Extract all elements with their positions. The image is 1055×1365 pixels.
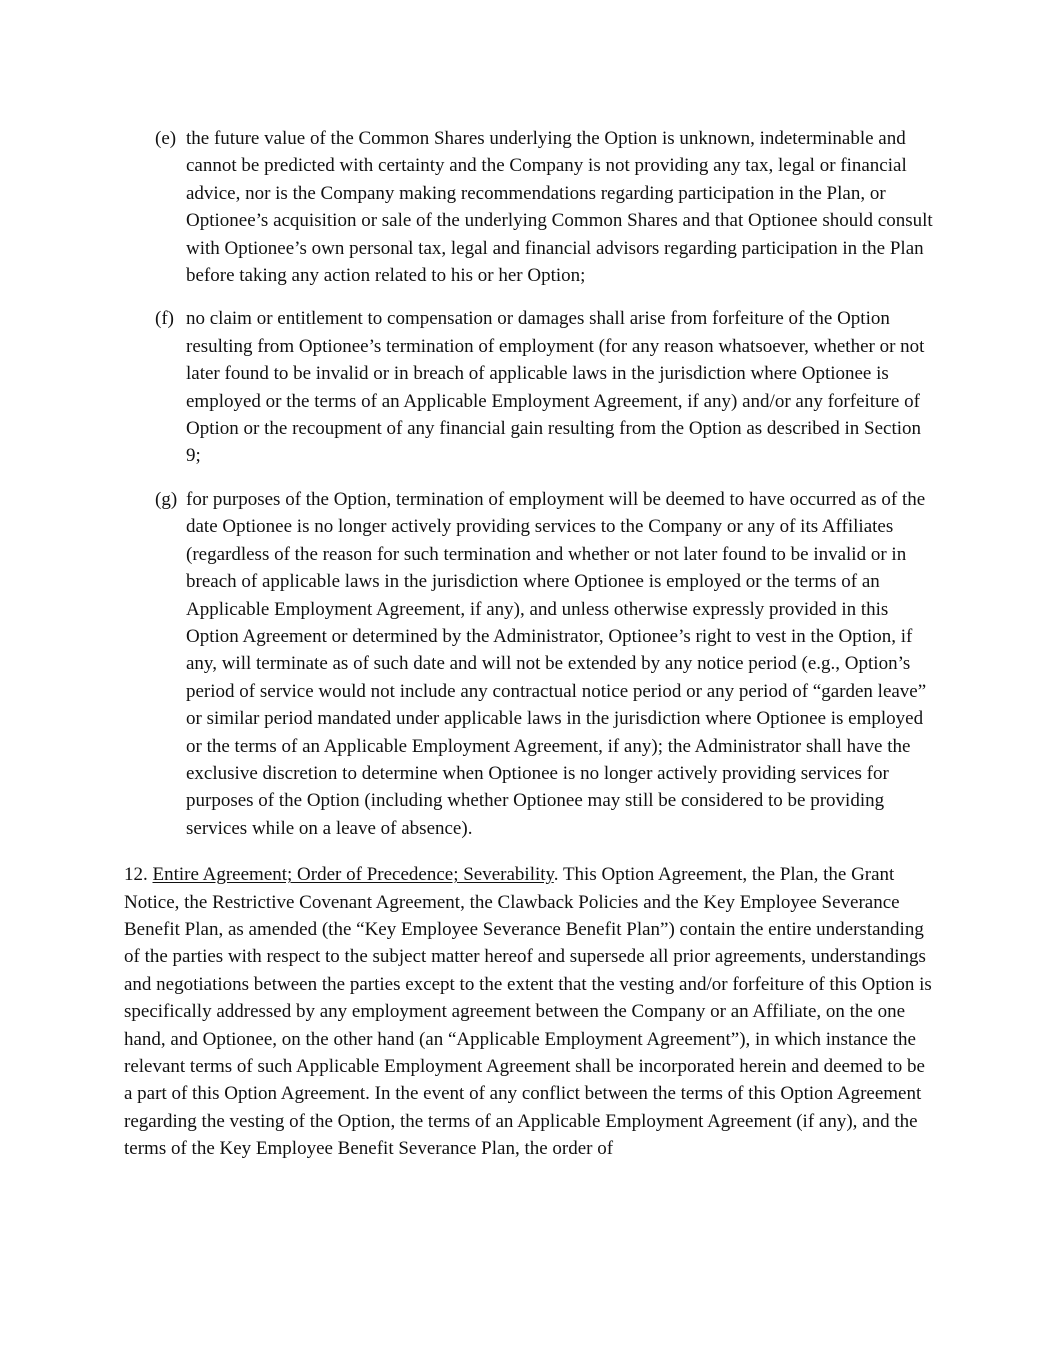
clause-label: (e) bbox=[155, 128, 177, 149]
clause-e bbox=[155, 125, 934, 289]
clause-f bbox=[155, 305, 934, 469]
clause-text: no claim or entitlement to compensation or damages shall arise from forfeiture of the Option resulting from Optionee’s termination of employment (for any reason whatsoever, whether or not later found to be invalid or in breach of applicable laws in the jurisdiction where Optionee is employed or the terms of an Applicable Employment Agreement, if any) and/or any forfeiture of Option or the recoupment of any financial gain resulting from the Option as described in Section 9; bbox=[186, 308, 925, 467]
section-number: 12. bbox=[124, 864, 148, 886]
section-body: . This Option Agreement, the Plan, the Grant Notice, the Restrictive Covenant Agreement, the Clawback Policies and the Key Employee Severance Benefit Plan, as amended (the “Key Employee Severance Benefit Plan”) contain the entire understanding of the parties with respect to the subject matter hereof and supersede all prior agreements, understandings and negotiations between the parties except to the extent that the vesting and/or forfeiture of this Option is specifically addressed by any employment agreement between the Company or an Affiliate, on the one hand, and Optionee, on the other hand (an “Applicable Employment Agreement”), in which instance the relevant terms of such Applicable Employment Agreement shall be incorporated herein and deemed to be a part of this Option Agreement. In the event of any conflict between the terms of this Option Agreement regarding the vesting of the Option, the terms of an Applicable Employment Agreement (if any), and the terms of the Key Employee Benefit Severance Plan, the order of bbox=[124, 864, 932, 1160]
clause-text: for purposes of the Option, termination of employment will be deemed to have occurred as of the date Optionee is no longer actively providing services to the Company or any of its Affiliates (regardless of the reason for such termination and whether or not later found to be invalid or in breach of applicable laws in the jurisdiction where Optionee is employed or the terms of an Applicable Employment Agreement, if any), and unless otherwise expressly provided in this Option Agreement or determined by the Administrator, Optionee’s right to vest in the Option, if any, will terminate as of such date and will not be extended by any notice period (e.g., Option’s period of service would not include any contractual notice period or any period of “garden leave” or similar period mandated under applicable laws in the jurisdiction where Optionee is employed or the terms of an Applicable Employment Agreement, if any); the Administrator shall have the exclusive discretion to determine when Optionee is no longer actively providing services for purposes of the Option (including whether Optionee may still be considered to be providing services while on a leave of absence). bbox=[186, 488, 927, 839]
section-12 bbox=[124, 861, 934, 1162]
clause-g bbox=[155, 486, 934, 842]
clause-label: (f) bbox=[155, 308, 174, 330]
section-heading: Entire Agreement; Order of Precedence; Severability bbox=[152, 864, 554, 886]
document-body bbox=[124, 125, 934, 1163]
clause-text: the future value of the Common Shares underlying the Option is unknown, indeterminable and cannot be predicted with certainty and the Company is not providing any tax, legal or financial advice, nor is the Company making recommendations regarding participation in the Plan, or Optionee’s acquisition or sale of the underlying Common Shares and that Optionee should consult with Optionee’s own personal tax, legal and financial advisors regarding participation in the Plan before taking any action related to his or her Option; bbox=[186, 128, 933, 287]
clause-label: (g) bbox=[155, 488, 178, 510]
